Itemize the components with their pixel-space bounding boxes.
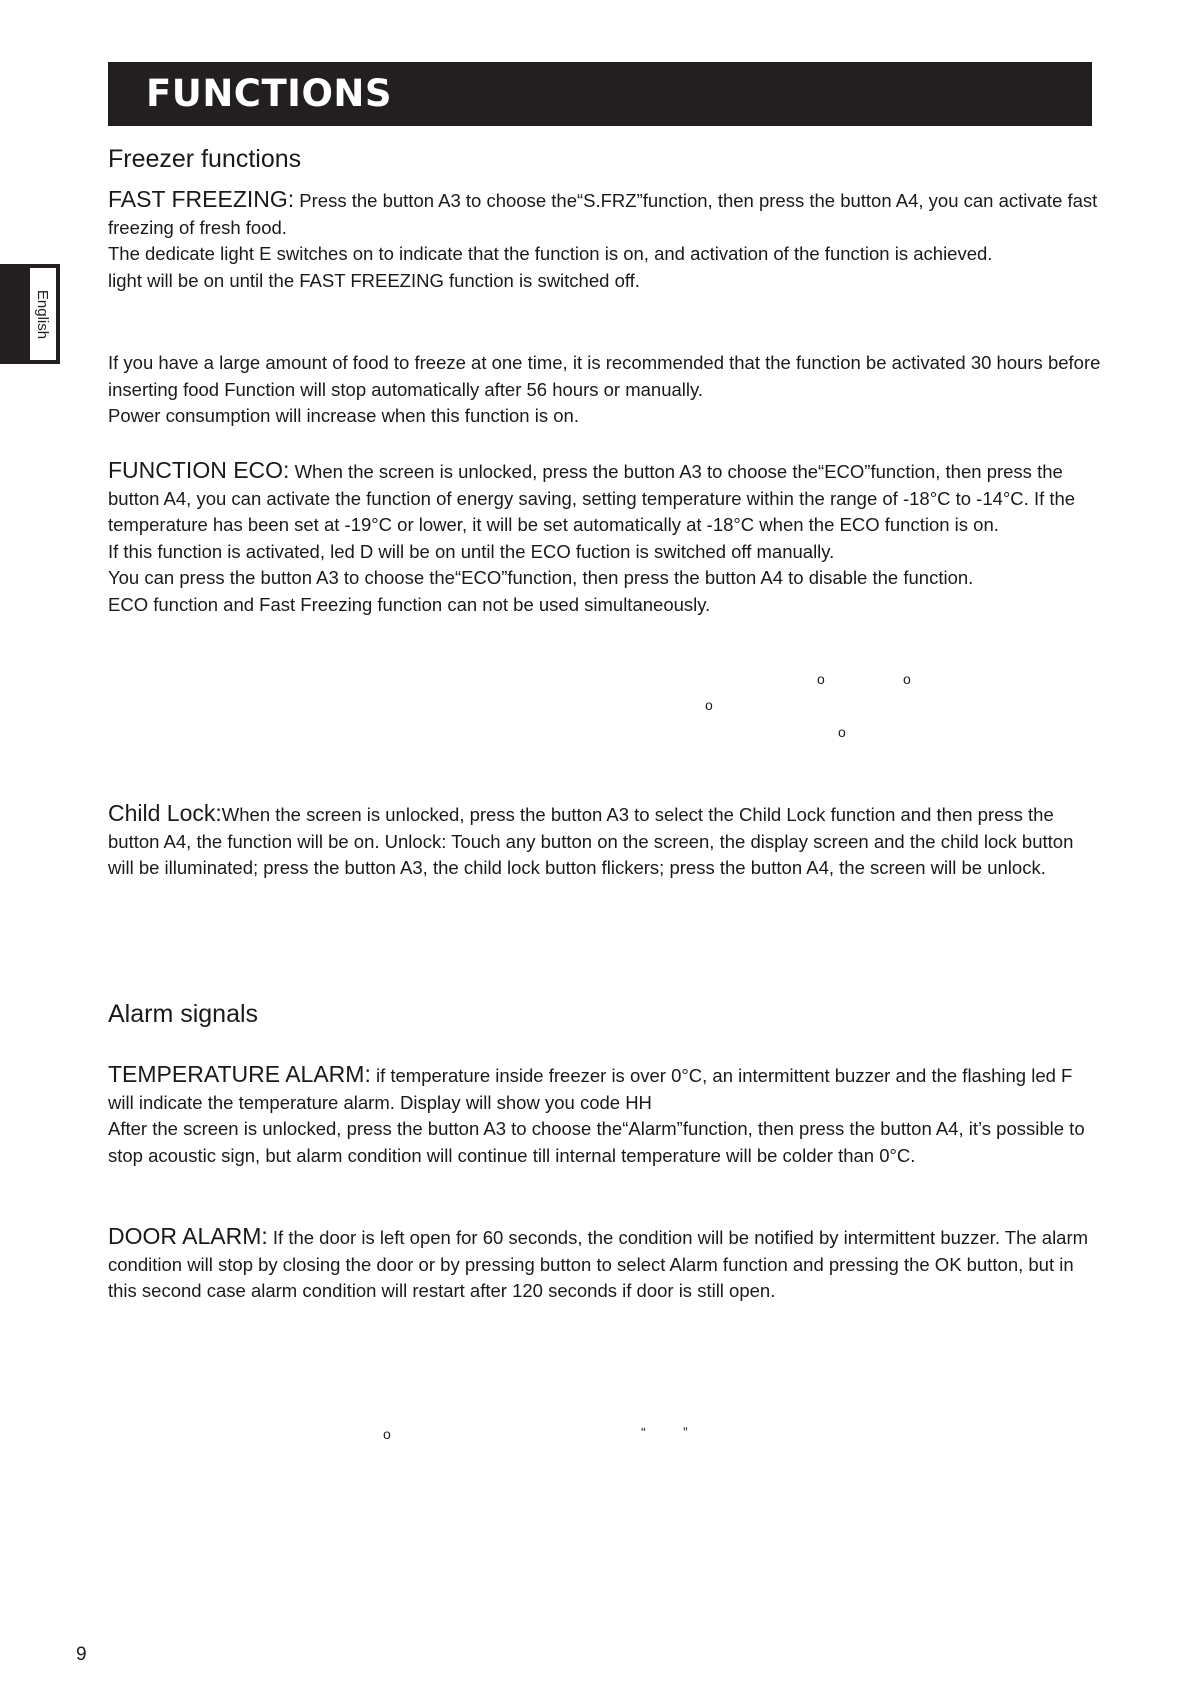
eco-text: When the screen is unlocked, press the button A3 to choose the“ECO”function, then press the button A4, you can activate the function of energy saving, setting temperature within the range of -18°C to -14°C. If the temperature has been set at -19°C or lower, it will be set automatically at -18°C when the ECO function is on. xyxy=(108,461,1076,535)
fast-freezing-light-text: The dedicate light E switches on to indicate that the function is on, and activation of the function is achieved. xyxy=(108,243,993,264)
temperature-alarm-text: if temperature inside freezer is over 0°C, an intermittent buzzer and the flashing led F will indicate the temperature alarm. Display will show you code HH xyxy=(108,1065,1073,1113)
temperature-alarm-lead: TEMPERATURE ALARM: xyxy=(108,1061,371,1087)
stray-quote-mark: “ xyxy=(641,1424,646,1440)
temperature-alarm-paragraph xyxy=(108,1061,1102,1169)
stray-degree-mark: o xyxy=(838,724,846,740)
stray-degree-mark: o xyxy=(903,671,911,687)
door-alarm-text: If the door is left open for 60 seconds, the condition will be notified by intermittent buzzer. The alarm condition will stop by closing the door or by pressing button to select Alarm function and pressing the OK button, but in this second case alarm condition will restart after 120 seconds if door is still open. xyxy=(108,1227,1089,1301)
stray-quote-mark: ” xyxy=(683,1424,688,1440)
stray-degree-mark: o xyxy=(705,697,713,713)
power-consumption-text: Power consumption will increase when this function is on. xyxy=(108,405,579,426)
temperature-alarm-stop-text: After the screen is unlocked, press the button A3 to choose the“Alarm”function, then press the button A4, it’s possible to stop acoustic sign, but alarm condition will continue till internal temperature will be colder than 0°C. xyxy=(108,1118,1085,1166)
freezer-functions-heading: Freezer functions xyxy=(108,145,302,173)
child-lock-lead: Child Lock: xyxy=(108,800,222,826)
stray-degree-mark: o xyxy=(817,671,825,687)
fast-freezing-text: Press the button A3 to choose the“S.FRZ”function, then press the button A4, you can activate fast freezing of fresh food. xyxy=(108,190,1098,238)
section-header-bar xyxy=(108,62,1092,126)
eco-simultaneous-text: ECO function and Fast Freezing function can not be used simultaneously. xyxy=(108,593,711,615)
child-lock-paragraph xyxy=(108,800,1102,882)
door-alarm-lead: DOOR ALARM: xyxy=(108,1223,268,1249)
stray-degree-mark: o xyxy=(383,1426,391,1442)
child-lock-text: When the screen is unlocked, press the button A3 to select the Child Lock function and then press the button A4, the function will be on. Unlock: Touch any button on the screen, the display screen and the child lock button will be illuminated; press the button A3, the child lock button flickers; press the button A4, the screen will be unlock. xyxy=(108,804,1074,878)
language-tab-inner xyxy=(30,268,56,360)
fast-freezing-light-off-text: light will be on until the FAST FREEZING function is switched off. xyxy=(108,269,640,291)
language-side-tab xyxy=(0,264,60,364)
eco-led-text: If this function is activated, led D will be on until the ECO fuction is switched off manually. xyxy=(108,540,835,562)
eco-lead: FUNCTION ECO: xyxy=(108,457,290,483)
language-tab-label: English xyxy=(34,289,52,339)
fast-freezing-recommendation xyxy=(108,350,1102,430)
page-number: 9 xyxy=(76,1644,87,1665)
door-alarm-paragraph xyxy=(108,1223,1102,1305)
alarm-signals-heading: Alarm signals xyxy=(108,1000,259,1028)
fast-freezing-lead: FAST FREEZING: xyxy=(108,186,295,212)
fast-freezing-paragraph xyxy=(108,186,1102,294)
eco-function-paragraph xyxy=(108,457,1102,618)
eco-disable-text: You can press the button A3 to choose the“ECO”function, then press the button A4 to disable the function. xyxy=(108,567,974,588)
fast-freezing-advice-text: If you have a large amount of food to freeze at one time, it is recommended that the function be activated 30 hours before inserting food Function will stop automatically after 56 hours or manually. xyxy=(108,352,1101,400)
page-title: FUNCTIONS xyxy=(146,72,393,115)
